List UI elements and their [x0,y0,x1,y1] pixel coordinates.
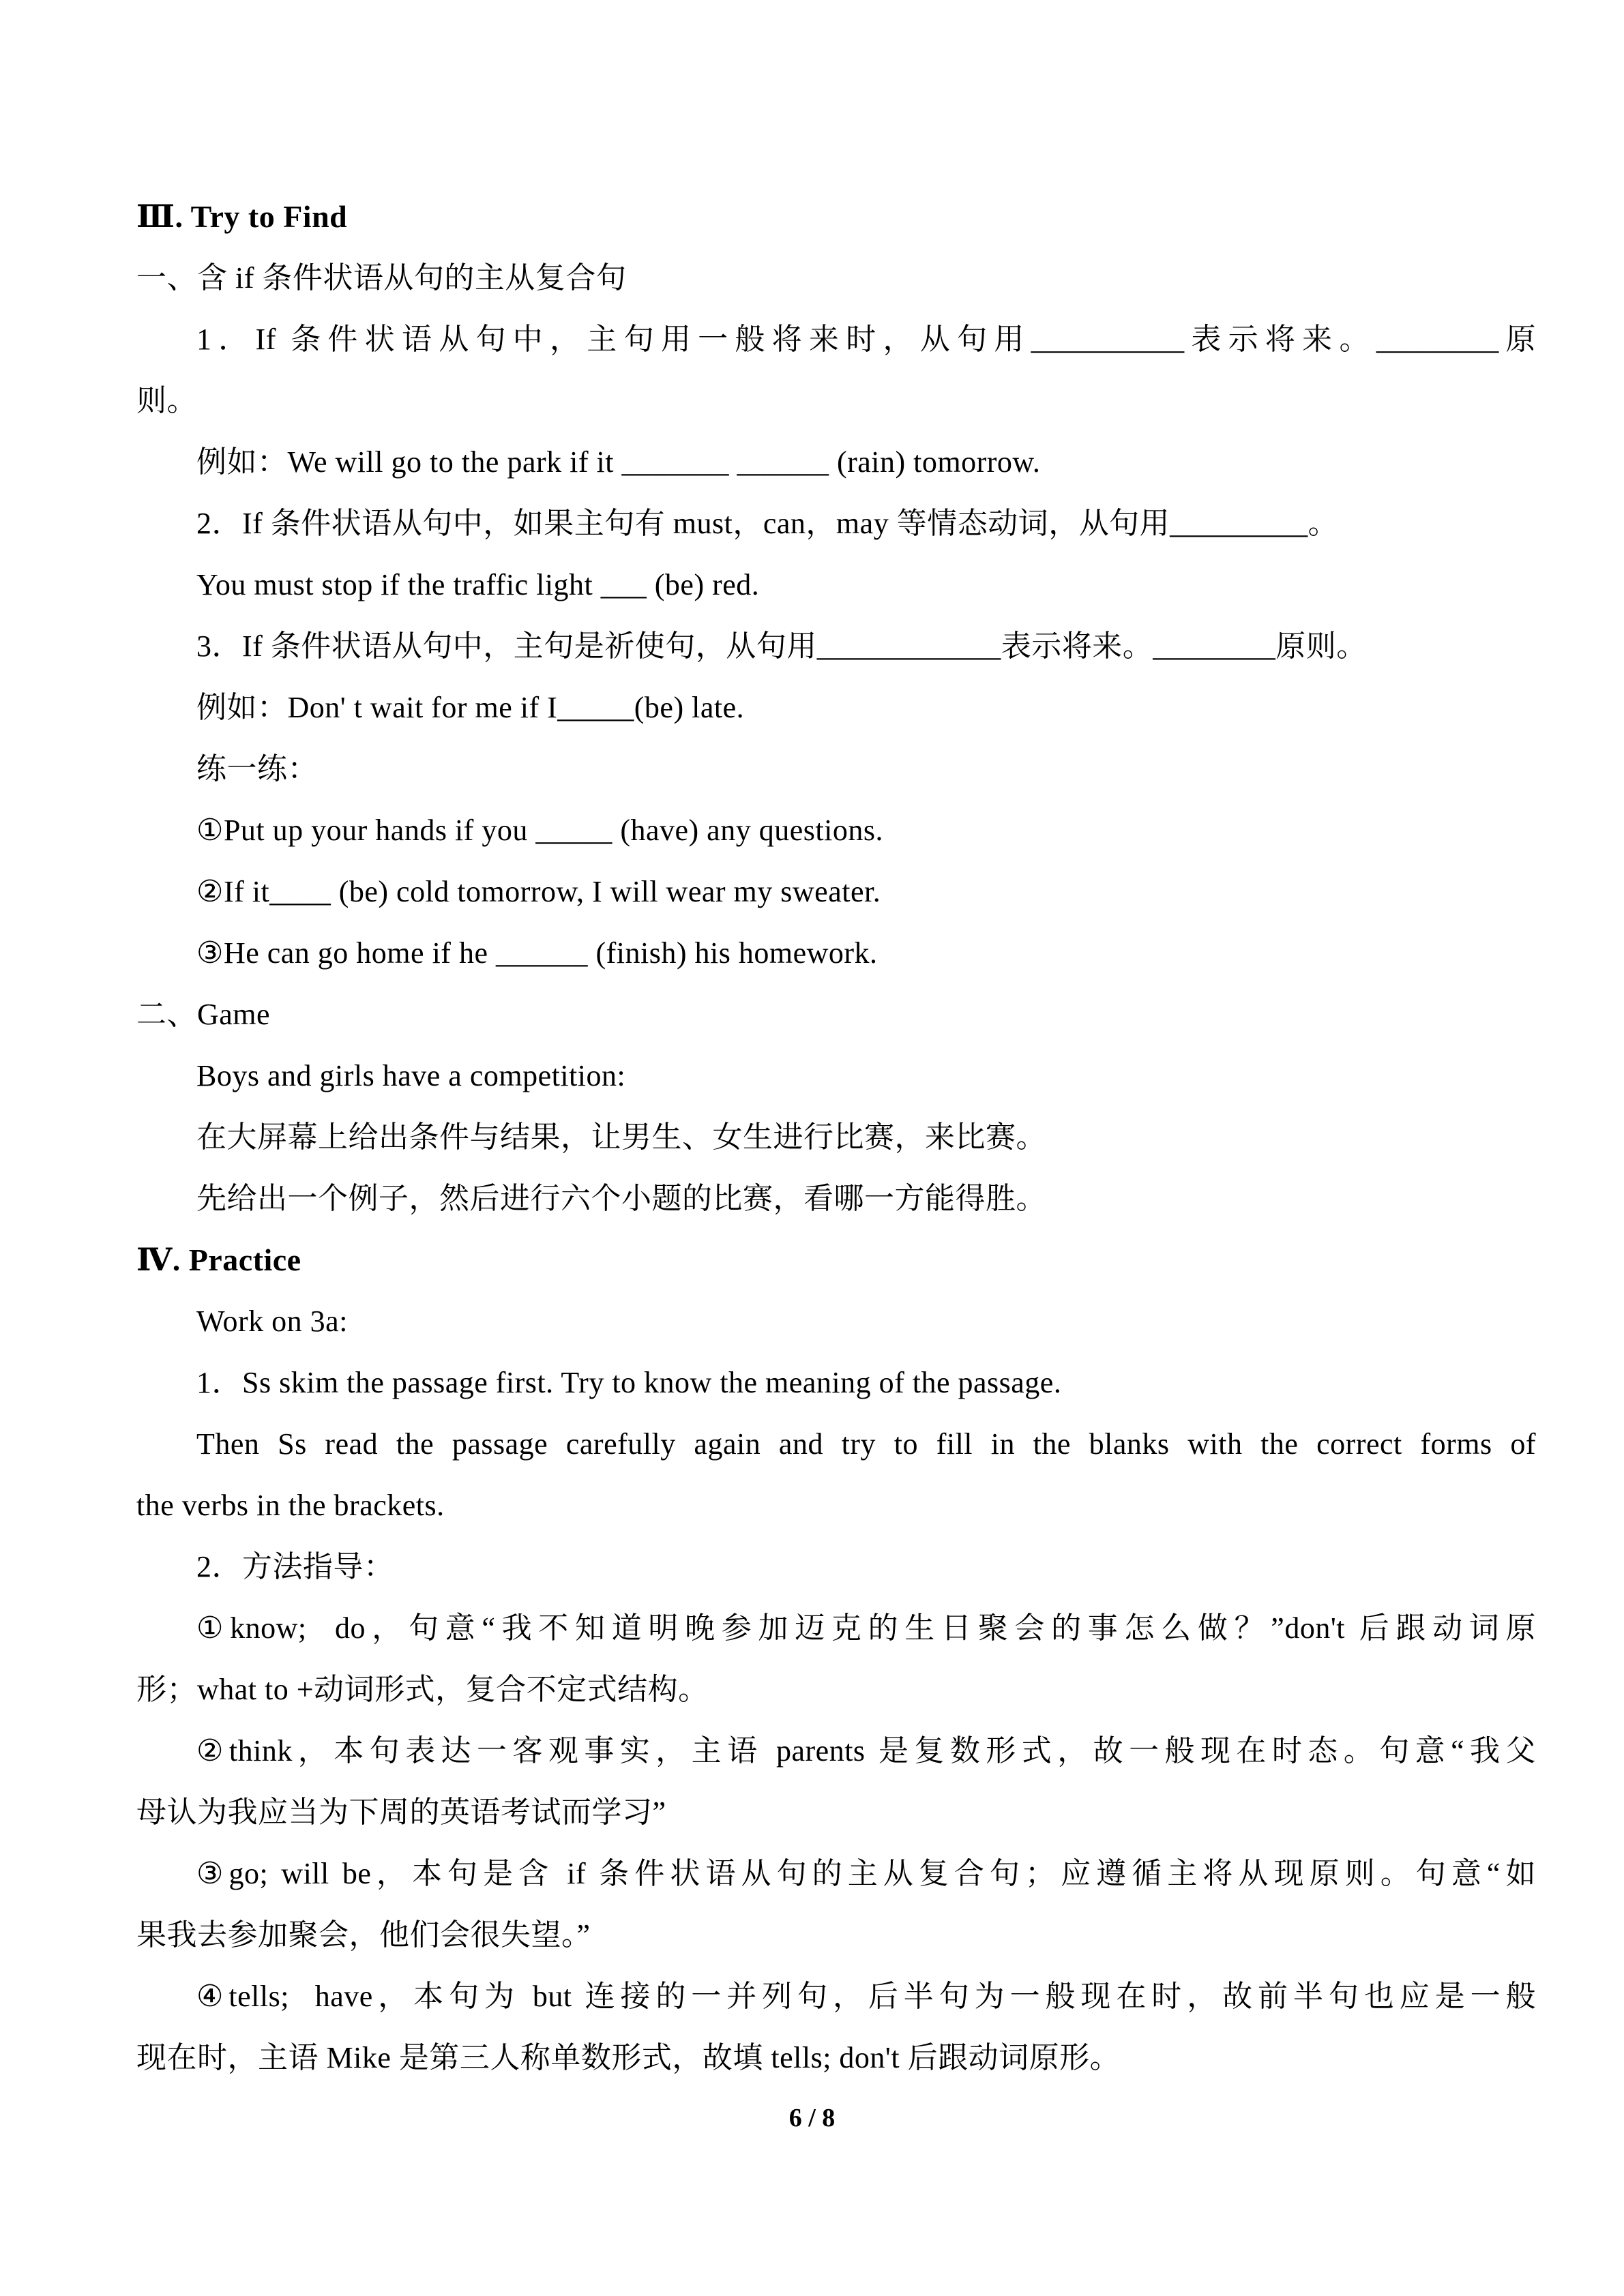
tip-3-line-1: ③go; will be，本句是含 if 条件状语从句的主从复合句；应遵循主将从现原则。句意“如 [196,1857,1536,1890]
drill-label: 练一练： [196,752,318,786]
drill-item-1: ①Put up your hands if you _____ (have) any questions. [196,814,883,847]
game-line-1: Boys and girls have a competition: [196,1059,626,1092]
tip-4-line-1: ④tells; have，本句为 but 连接的一并列句，后半句为一般现在时，故前半句也应是一般 [196,1980,1536,2013]
tip-2-line-2: 母认为我应当为下周的英语考试而学习” [136,1795,666,1829]
practice-step-1: 1．Ss skim the passage first. Try to know the meaning of the passage. [196,1366,1062,1399]
work-on-3a: Work on 3a: [196,1304,348,1338]
rule3-line1: 3．If 条件状语从句中，主句是祈使句，从句用____________表示将来。________原则。 [196,629,1367,663]
part2-heading: 二、Game [136,998,271,1031]
practice-step-1-cont-2: the verbs in the brackets. [136,1489,445,1522]
part1-heading: 一、含 if 条件状语从句的主从复合句 [136,261,627,295]
rule1-line1: 1．If 条件状语从句中，主句用一般将来时，从句用__________表示将来。________原 [196,323,1536,356]
tip-3-line-2: 果我去参加聚会，他们会很失望。” [136,1918,591,1952]
rule2-example: You must stop if the traffic light ___ (be) red. [196,568,760,601]
rule3-example: 例如：Don' t wait for me if I_____(be) late. [196,691,745,724]
rule1-line2: 则。 [136,384,197,417]
practice-step-2: 2．方法指导： [196,1550,394,1583]
section-heading-try-to-find: Ⅲ. Try to Find [136,199,348,234]
drill-item-3: ③He can go home if he ______ (finish) his homework. [196,936,878,970]
page-number: 6 / 8 [788,2104,836,2132]
section-heading-practice: Ⅳ. Practice [136,1242,301,1277]
rule1-example: 例如：We will go to the park if it _______ ______ (rain) tomorrow. [196,445,1041,479]
game-line-3: 先给出一个例子，然后进行六个小题的比赛，看哪一方能得胜。 [196,1182,1046,1215]
game-line-2: 在大屏幕上给出条件与结果，让男生、女生进行比赛，来比赛。 [196,1120,1046,1154]
tip-2-line-1: ②think，本句表达一客观事实，主语 parents 是复数形式，故一般现在时态。句意“我父 [196,1734,1536,1768]
tip-1-line-2: 形；what to +动词形式，复合不定式结构。 [136,1673,709,1706]
tip-1-line-1: ①know; do，句意“我不知道明晚参加迈克的生日聚会的事怎么做？”don't 后跟动词原 [196,1611,1536,1645]
drill-item-2: ②If it____ (be) cold tomorrow, I will wear my sweater. [196,875,881,908]
practice-step-1-cont-1: Then Ss read the passage carefully again and try to fill in the blanks with the correct forms of [196,1427,1536,1461]
rule2-line1: 2．If 条件状语从句中，如果主句有 must，can，may 等情态动词，从句用_________。 [196,507,1339,540]
document-body [136,186,1536,2089]
tip-4-line-2: 现在时，主语 Mike 是第三人称单数形式，故填 tells; don't 后跟动词原形。 [136,2041,1121,2074]
